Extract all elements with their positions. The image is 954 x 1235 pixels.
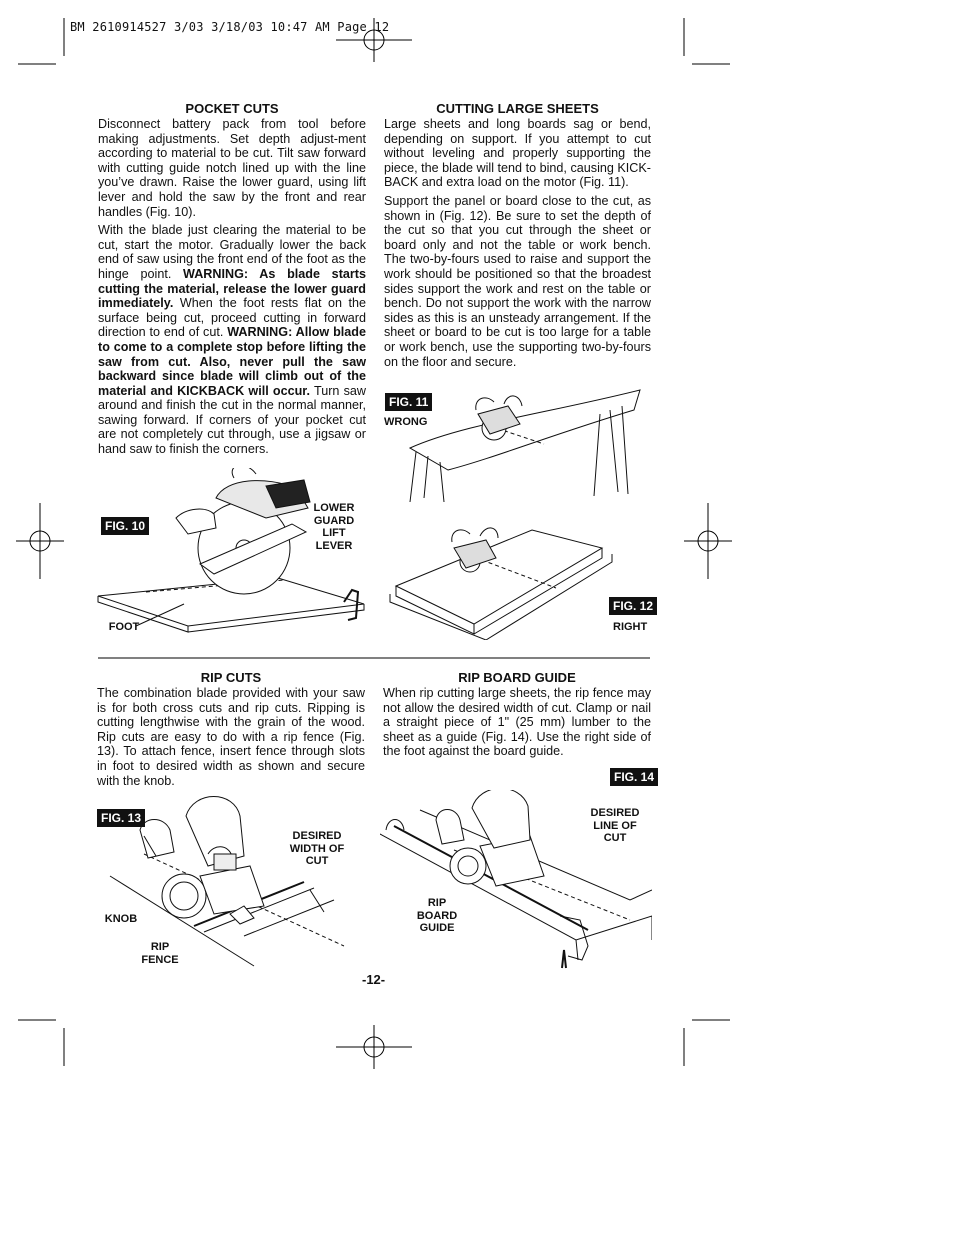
pocket-cuts-heading: POCKET CUTS: [185, 101, 279, 116]
fig14-rip-board-guide-callout: RIP BOARD GUIDE: [416, 897, 458, 934]
cutting-large-sheets-body: [384, 117, 651, 373]
fig10-foot-callout: FOOT: [108, 621, 140, 633]
fig13-rip-fence-callout: RIP FENCE: [141, 941, 179, 966]
warning-text: WARNING: Allow blade to come to a complete stop before lifting the saw from cut. Also, never pull the saw backward since blade will climb out of the material and KICKBACK will occur.: [98, 325, 366, 398]
pocket-cuts-paragraph-1: Disconnect battery pack from tool before making adjustments. Set depth adjust-ment according to material to be cut. Tilt saw forward with cutting guide notch lined up with the line you’ve drawn. Raise the lower guard, using lift lever and hold the saw by the front and rear handles (Fig. 10).: [98, 117, 366, 219]
warning-text: WARNING: As blade starts cutting the material, release the lower guard immediately.: [98, 266, 366, 311]
fig12-illustration: [386, 516, 616, 640]
page-number: -12-: [362, 972, 386, 987]
cutting-large-sheets-heading: CUTTING LARGE SHEETS: [436, 101, 599, 116]
fig13-tag: FIG. 13: [97, 809, 145, 827]
cutting-large-sheets-paragraph-2: Support the panel or board close to the cut, as shown in (Fig. 12). Be sure to set the depth of the cut so that you cut through the sheet or board only and not the table or work bench. The two-by-fours used to raise and support the work should be positioned so that the broadest sides support the work and rest on the table or bench. Do not support the work with the narrow sides as this is an unsteady arrangement. If the sheet or board to be cut is too large for a table or work bench, use the supporting two-by-fours on the floor and secure.: [384, 193, 651, 369]
fig14-tag: FIG. 14: [610, 768, 658, 786]
rip-board-guide-body: [383, 686, 651, 763]
pocket-cuts-paragraph-2: [98, 223, 366, 457]
fig12-right-callout: RIGHT: [613, 621, 648, 633]
fig13-knob-callout: KNOB: [104, 913, 138, 925]
pocket-cuts-body: [98, 117, 366, 461]
cutting-large-sheets-paragraph-1: Large sheets and long boards sag or bend, depending on support. If you attempt to cut without leveling and properly supporting the piece, the blade will tend to bind, causing KICK-BACK and extra load on the motor (Fig. 11).: [384, 117, 651, 190]
text-run: Turn saw around and finish the cut in the normal manner, sawing forward. If corners of your pocket cut are not completely cut through, use a jigsaw or hand saw to finish the corners.: [98, 383, 366, 457]
rip-board-guide-heading: RIP BOARD GUIDE: [458, 670, 576, 685]
print-header: BM 2610914527 3/03 3/18/03 10:47 AM Page 12: [70, 20, 390, 34]
fig10-lower-guard-callout: LOWER GUARD LIFT LEVER: [313, 502, 355, 552]
fig14-desired-line-callout: DESIRED LINE OF CUT: [590, 807, 640, 844]
rip-cuts-paragraph-1: The combination blade provided with your saw is for both cross cuts and rip cuts. Ripping is cutting lengthwise with the grain of the wood. Rip cuts are easy to do with a rip fence (Fig. 13). To attach fence, insert fence through slots in foot to desired width as shown and secure with the knob.: [97, 686, 365, 788]
text-run: When the foot rests flat on the surface being cut, proceed cutting in forward direction to end of cut.: [98, 296, 366, 340]
text-run: With the blade just clearing the material to be cut, start the motor. Gradually lower the back end of saw using the front end of the foot as the hinge point.: [98, 223, 366, 281]
rip-board-guide-paragraph-1: When rip cutting large sheets, the rip fence may not allow the desired width of cut. Clamp or nail a straight piece of 1" (25 mm) lumber to the sheet as a guide (Fig. 14). Use the right side of the foot against the board guide.: [383, 686, 651, 759]
rip-cuts-heading: RIP CUTS: [200, 670, 262, 685]
fig10-tag: FIG. 10: [101, 517, 149, 535]
fig12-tag: FIG. 12: [609, 597, 657, 615]
fig11-wrong-callout: WRONG: [384, 416, 428, 428]
rip-cuts-body: [97, 686, 365, 792]
fig11-illustration: [404, 384, 650, 508]
fig11-tag: FIG. 11: [385, 393, 432, 411]
fig13-desired-width-callout: DESIRED WIDTH OF CUT: [289, 830, 345, 867]
